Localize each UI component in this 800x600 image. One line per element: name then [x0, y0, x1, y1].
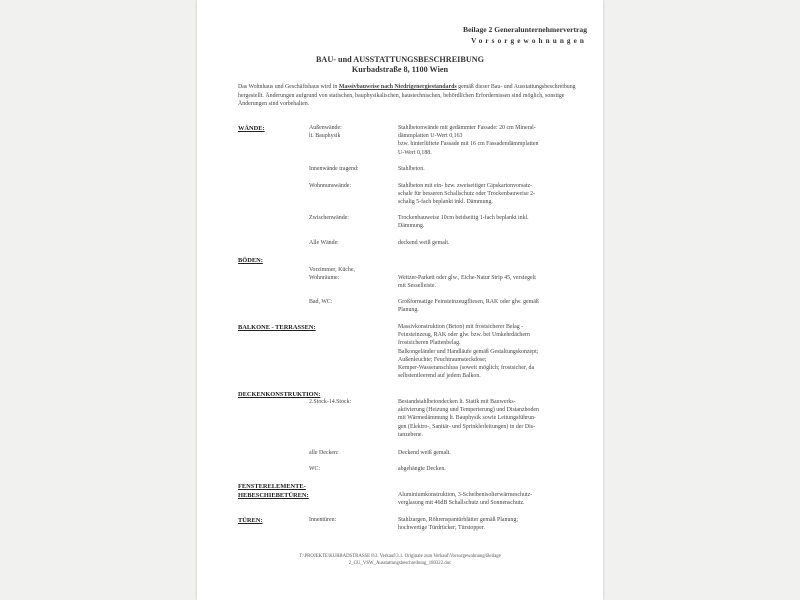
row-label-innentueren: Innentüren: — [309, 517, 337, 523]
row-value-vorzimmer-wohnraeume — [398, 274, 570, 290]
row-value-wohnungstrennwaende — [398, 182, 570, 207]
row-label-vorzimmer-wohnraeume — [309, 266, 391, 282]
footer-line: 2_GU_VSW_Ausstattungsbeschreibung_180322.doc — [348, 561, 452, 567]
row-value-wc: abgehängte Decken. — [398, 466, 446, 472]
value-line: Bestandstahlbetondecken lt. Statik mit Bauwerks- — [398, 399, 516, 405]
row-label-alle-decken: alle Decken: — [309, 450, 339, 456]
value-line: schale für besseren Schallschutz oder Trockenbauweise 2- — [398, 191, 536, 198]
section-heading-deckenkonstruktion: DECKENKONSTRUKTION: — [238, 391, 321, 398]
value-line: Massivkonstruktion (Beton) mit frostsicherer Belag - — [398, 324, 524, 330]
row-label-wohnungstrennwaende: Wohnnunswände: — [309, 183, 352, 189]
value-line: Dämmung. — [398, 223, 425, 230]
value-line: gen (Elektro-, Sanitär- und Sprinklerleitungen) in der Dis- — [398, 423, 535, 430]
value-line: tanzebene. — [398, 431, 424, 438]
value-line: frostsicheren Plattenbelag. — [398, 340, 461, 347]
value-line: Außenleuchte; Feuchtraumsteckdose; — [398, 356, 487, 363]
row-label-wc: WC: — [309, 466, 321, 472]
footer-line: T:\PROJEKTE\KURBADSTRASSE 8\3. Verkauf\3.1. Originale zum Verkauf\Vorsorgewohnung\Beilage — [299, 554, 501, 559]
intro-emphasis: Massivbauweise nach Niedrigenergiestandards — [338, 84, 457, 90]
row-value-innenwaende: Stahlbeton. — [398, 166, 425, 172]
footer-file-path — [197, 553, 603, 568]
row-label-stockwerke: 2.Stock-14.Stock: — [309, 399, 352, 405]
value-line: Trockenbauweise 10cm beidseitig 1-fach beplankt inkl. — [398, 215, 529, 221]
row-value-stockwerke — [398, 398, 570, 439]
section-heading-waende: WÄNDE: — [238, 125, 265, 132]
value-line: Stahlzargen, Röhrenspantürblätter gemäß Planung; — [398, 517, 518, 523]
section-heading-tueren: TÜREN: — [238, 517, 263, 524]
header-subject-line: Vorsorgewohnungen — [471, 37, 587, 45]
value-line: Stahlbeton mit ein- bzw. zweiseitiger Gipskartonvorsatz- — [398, 183, 533, 189]
header-attachment-line: Beilage 2 Generalunternehmervertrag — [463, 25, 587, 34]
value-line: U-Wert 0,188. — [398, 149, 432, 156]
section-heading-boeden: BÖDEN: — [238, 257, 263, 264]
document-title: BAU- und AUSSTATTUNGSBESCHREIBUNG — [315, 55, 485, 64]
value-line: mit Wärmedämmung lt. Bauphysik sowie Leitungsführun- — [398, 415, 536, 422]
label-line: Außenwände: — [309, 125, 342, 131]
intro-text-after: gemäß dieser Bau- und Ausstattungsbeschreibung hergestellt. Änderungen aufgrund von statischen, bauphysikalischen, haustechnischen, behördlichen Erfordernissen sind möglich, sonstige Änderungen sind vorbehalten. — [238, 84, 576, 107]
row-value-alle-waende: deckend weiß gemalt. — [398, 240, 450, 246]
value-line: Großformatige Feinsteinzeugfliesen, RAK oder glw. gemäß — [398, 299, 539, 305]
row-value-balkone — [398, 323, 570, 380]
row-value-fensterelemente — [398, 491, 570, 507]
value-line: Weitzer-Parkett oder glw., Eiche-Natur Strip 45, versiegelt — [398, 275, 536, 281]
value-line: Balkongeländer und Handläufe gemäß Gestaltungskonzept; — [398, 348, 539, 355]
value-line: Kemper-Wasseranschluss (soweit möglich; frostsicher, da — [398, 365, 535, 372]
value-line: mit Sesselleiste. — [398, 283, 436, 290]
heading-line: HEBESCHIEBETÜREN: — [238, 492, 309, 500]
row-label-innenwaende: Innenwände tragend: — [309, 166, 359, 172]
value-line: schalig 5-fach beplankt inkl. Dämmung. — [398, 199, 493, 206]
row-value-innentueren — [398, 516, 570, 532]
intro-text-before: Das Wohnhaus und Geschäftshaus wird in — [238, 84, 339, 90]
value-line: verglasung mit 46dB Schallschutz und Sonnenschutz. — [398, 500, 525, 507]
value-line: Aluminiumkonstruktion, 3-Scheibenisolierwärmeschutz- — [398, 492, 533, 498]
label-line: lt. Bauphysik — [309, 133, 341, 140]
row-value-aussenwaende — [398, 124, 570, 157]
value-line: hochwertige Türdrücker; Türstopper. — [398, 525, 485, 532]
value-line: Feinsteinzeug, RAK oder glw. bzw. bei Umkehrdächern — [398, 332, 530, 339]
heading-line: FENSTERELEMENTE- — [238, 483, 306, 490]
value-line: aktivierung (Heizung und Temperierung) und Distanzboden — [398, 407, 539, 414]
value-line: Stahlbetonwände mit gedämmter Fassade: 20 cm Mineral- — [398, 125, 536, 131]
row-value-zwischenwaende — [398, 214, 570, 230]
value-line: bzw. hinterlüftete Fassade mit 16 cm Fassadendämmplatten — [398, 141, 539, 148]
value-line: dämmplatten U-Wert 0,163 — [398, 133, 463, 140]
label-line: Vorzimmer, Küche, — [309, 267, 355, 273]
row-label-aussenwaende — [309, 124, 391, 140]
row-label-alle-waende: Alle Wände: — [309, 240, 339, 246]
document-address: Kurbadstraße 8, 1100 Wien — [351, 65, 449, 74]
section-heading-balkone: BALKONE - TERRASSEN: — [238, 324, 316, 331]
row-label-zwischenwaende: Zwischenwände: — [309, 215, 349, 221]
value-line: selbstentleerend auf jedem Balkon. — [398, 373, 481, 380]
value-line: Planung. — [398, 307, 419, 314]
row-value-bad-wc — [398, 298, 570, 314]
row-value-alle-decken: Deckend weiß gemalt. — [398, 450, 451, 456]
intro-paragraph — [238, 83, 578, 109]
row-label-bad-wc: Bad, WC: — [309, 299, 333, 305]
section-heading-fensterelemente — [238, 482, 309, 501]
document-page — [197, 0, 603, 600]
label-line: Wohnräume: — [309, 275, 340, 282]
